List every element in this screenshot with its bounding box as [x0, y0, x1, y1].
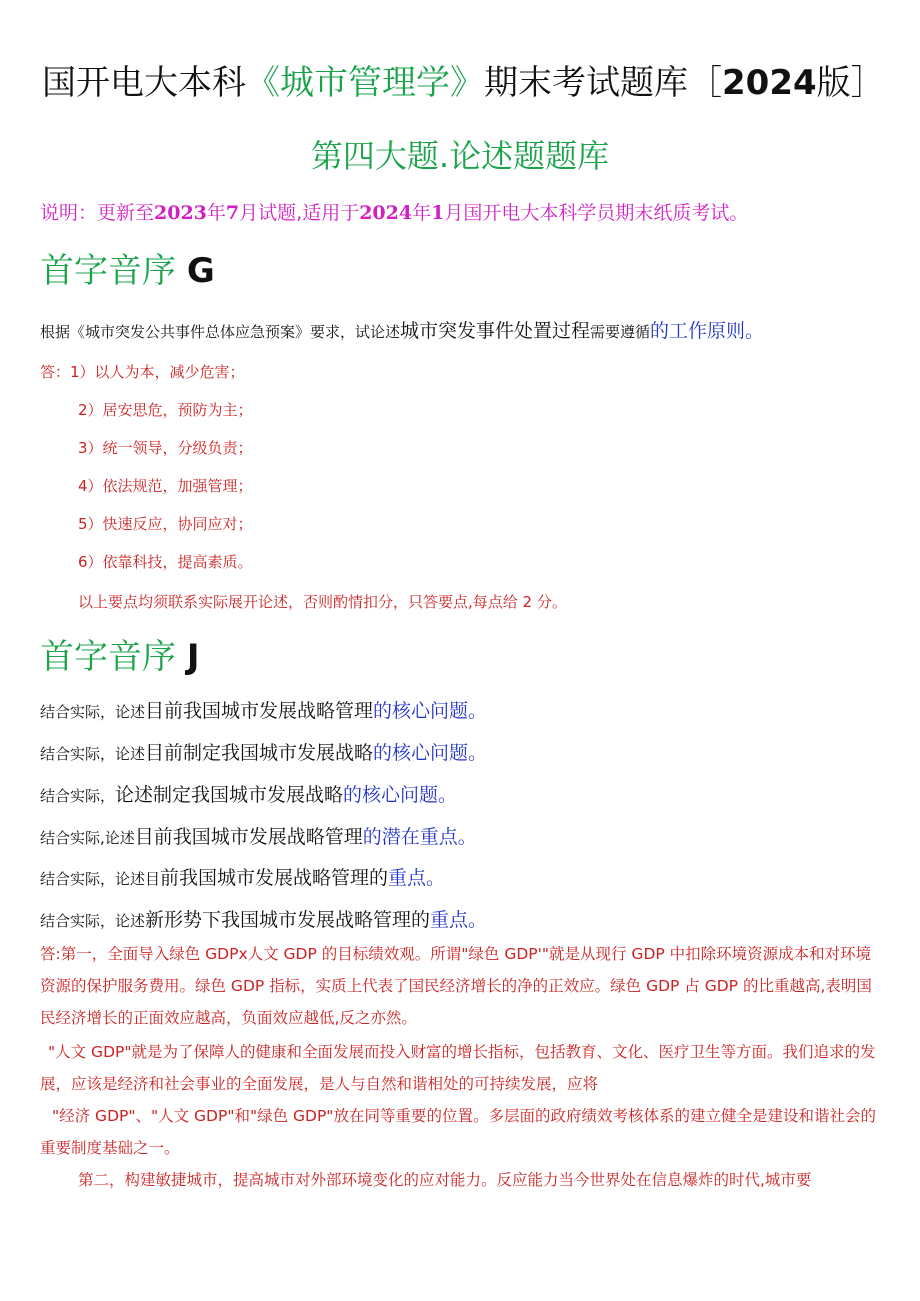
- question-keyword: 目前制定我国城市发展战略: [145, 742, 374, 764]
- answer-line: 4）依法规范，加强管理；: [78, 477, 253, 495]
- note-text: 说明：更新至: [40, 202, 155, 224]
- question-text: 结合实际，论述目: [40, 870, 161, 888]
- question-focus: 的工作原则。: [650, 320, 765, 342]
- section-heading-j: [40, 634, 440, 680]
- section-heading-g: [40, 248, 440, 294]
- answer-paragraph: 答:第一，全面导入绿色 GDPx人文 GDP 的目标绩效观。所谓"绿色 GDP'"就是从现行 GDP 中扣除环境资源成本和对环境资源的保护服务费用。绿色 GDP 指标，实质上代表了国民经济增长的净的正效应。绿色 GDP 占 GDP 的比重越高,表明国民经济增长的正面效应越高，负面效应越低,反之亦然。: [40, 945, 872, 1027]
- question-focus: 重点。: [388, 867, 446, 889]
- question-text: 结合实际，论述: [40, 703, 146, 721]
- question-keyword: 新形势下我国城市发展战略管理的: [145, 909, 431, 931]
- question-text: 根据《城市突发公共事件总体应急预案》要求，试论述: [40, 323, 401, 341]
- title-year: 2024: [722, 63, 817, 103]
- question-keyword: 目前我国城市发展战略管理: [145, 700, 374, 722]
- question-text: 结合实际，: [40, 787, 116, 805]
- question-focus: 重点。: [430, 909, 488, 931]
- answer-line: 5）快速反应，协同应对；: [78, 515, 253, 533]
- title-middle: 期末考试题库［: [484, 63, 722, 103]
- title-prefix: 国开电大本科: [42, 63, 246, 103]
- question-text: 结合实际，论述: [40, 745, 146, 763]
- answer-line: 2）居安思危，预防为主；: [78, 401, 253, 419]
- note-text: 月国开电大本科学员期末纸质考试。: [444, 202, 749, 224]
- note-number: 2024: [359, 202, 413, 224]
- title-course-name: 《城市管理学》: [246, 63, 484, 103]
- question-j-6: [40, 905, 900, 936]
- answer-line: 6）依靠科技，提高素质。: [78, 553, 253, 571]
- section-letter: J: [186, 637, 200, 677]
- question-focus: 的核心问题。: [373, 742, 488, 764]
- question-keyword: 前我国城市发展战略管理的: [160, 867, 389, 889]
- question-j-2: [40, 738, 900, 769]
- question-text: 需要遵循: [590, 323, 651, 341]
- question-j-5: [40, 863, 900, 894]
- note-text: 月试题,适用于: [239, 202, 360, 224]
- note-number: 1: [431, 202, 445, 224]
- note-number: 2023: [154, 202, 207, 224]
- answer-paragraph: "人文 GDP"就是为了保障人的健康和全面发展而投入财富的增长指标，包括教育、文化、医疗卫生等方面。我们追求的发展，应该是经济和社会事业的全面发展，是人与自然和谐相处的可持续发展，应将: [40, 1043, 876, 1093]
- document-title: [42, 60, 902, 106]
- question-j-1: [40, 696, 900, 727]
- title-suffix: 版］: [816, 63, 885, 103]
- question-text: 结合实际，论述: [40, 912, 146, 930]
- question-focus: 的潜在重点。: [362, 826, 477, 848]
- question-focus: 的核心问题。: [373, 700, 488, 722]
- question-keyword: 目前我国城市发展战略管理: [134, 826, 363, 848]
- question-keyword: 论述制定我国城市发展战略: [115, 784, 344, 806]
- usage-note: [40, 198, 900, 228]
- answer-line: 3）统一领导，分级负责；: [78, 439, 253, 457]
- answer-paragraph: "经济 GDP"、"人文 GDP"和"绿色 GDP"放在同等重要的位置。多层面的政府绩效考核体系的建立健全是建设和谐社会的重要制度基础之一。: [40, 1107, 876, 1157]
- answer-line: 答：1）以人为本，减少危害；: [40, 363, 245, 381]
- question-focus: 的核心问题。: [343, 784, 458, 806]
- question-keyword: 城市突发事件处置过程: [400, 320, 591, 342]
- section-label: 首字音序: [40, 637, 176, 677]
- answer-paragraph: 第二，构建敏捷城市，提高城市对外部环境变化的应对能力。反应能力当今世界处在信息爆炸的时代,城市要: [78, 1171, 812, 1189]
- document-subtitle: 第四大题.论述题题库: [310, 137, 610, 175]
- question-j-3: [40, 780, 900, 811]
- note-text: 年: [412, 202, 432, 224]
- answer-scoring-note: 以上要点均须联系实际展开论述，否则酌情扣分，只答要点,每点给 2 分。: [78, 593, 567, 611]
- note-text: 年: [206, 202, 226, 224]
- section-letter: G: [186, 251, 215, 291]
- section-label: 首字音序: [40, 251, 176, 291]
- question-j-4: [40, 822, 900, 853]
- note-number: 7: [225, 202, 240, 224]
- question-g-1: [40, 316, 900, 347]
- question-text: 结合实际,论述: [40, 829, 135, 847]
